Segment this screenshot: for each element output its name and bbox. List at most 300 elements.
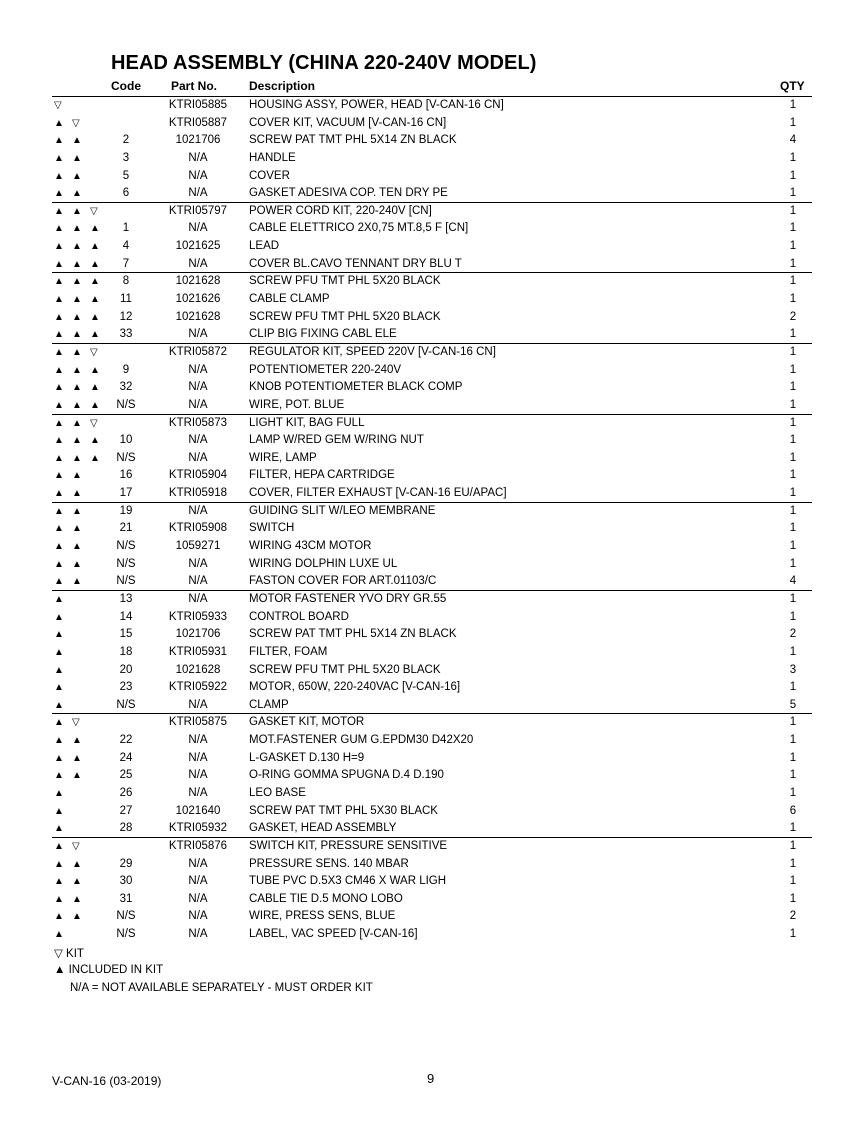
part-description: REGULATOR KIT, SPEED 220V [V-CAN-16 CN] xyxy=(249,345,496,358)
part-code: 5 xyxy=(122,169,130,182)
table-row xyxy=(52,432,812,450)
kit-level-marker: ▲ xyxy=(72,188,82,200)
part-code: 19 xyxy=(119,504,133,517)
part-qty: 2 xyxy=(789,628,797,641)
kit-level-marker: ▲ xyxy=(90,435,100,447)
part-qty: 1 xyxy=(789,751,797,764)
part-description: TUBE PVC D.5X3 CM46 X WAR LIGH xyxy=(249,875,447,888)
part-description: GASKET ADESIVA COP. TEN DRY PE xyxy=(249,187,448,200)
part-number: KTRI05872 xyxy=(168,345,228,358)
table-row xyxy=(52,785,812,803)
part-qty: 4 xyxy=(789,575,797,588)
kit-level-marker: ▲ xyxy=(54,311,64,323)
part-qty: 1 xyxy=(789,928,797,941)
part-qty: 1 xyxy=(789,451,797,464)
part-description: KNOB POTENTIOMETER BLACK COMP xyxy=(249,381,463,394)
kit-level-marker: ▲ xyxy=(72,452,82,464)
part-number: N/A xyxy=(188,381,208,394)
part-code: 13 xyxy=(119,592,133,605)
part-number: 1021640 xyxy=(175,804,221,817)
table-row xyxy=(52,538,812,556)
part-qty: 3 xyxy=(789,663,797,676)
table-row xyxy=(52,291,812,309)
kit-level-marker: ▽ xyxy=(90,205,98,217)
kit-level-marker: ▲ xyxy=(54,576,64,588)
kit-level-marker: ▲ xyxy=(72,417,82,429)
kit-level-marker: ▲ xyxy=(54,929,64,941)
part-description: CABLE ELETTRICO 2X0,75 MT.8,5 F [CN] xyxy=(249,222,469,235)
part-description: WIRING 43CM MOTOR xyxy=(249,540,372,553)
kit-level-marker: ▲ xyxy=(90,276,100,288)
part-qty: 1 xyxy=(789,592,797,605)
part-number: KTRI05876 xyxy=(168,839,228,852)
kit-level-marker: ▽ xyxy=(90,417,98,429)
part-code: 17 xyxy=(119,487,133,500)
part-code: 6 xyxy=(122,187,130,200)
kit-level-marker: ▲ xyxy=(54,435,64,447)
part-code: N/S xyxy=(116,557,136,570)
kit-level-marker: ▲ xyxy=(72,170,82,182)
part-code: 18 xyxy=(119,645,133,658)
kit-level-marker: ▲ xyxy=(72,752,82,764)
table-row xyxy=(52,450,812,468)
part-description: COVER KIT, VACUUM [V-CAN-16 CN] xyxy=(249,116,447,129)
part-qty: 4 xyxy=(789,134,797,147)
kit-level-marker: ▲ xyxy=(72,258,82,270)
table-row xyxy=(52,820,812,838)
kit-level-marker: ▲ xyxy=(54,188,64,200)
kit-level-marker: ▲ xyxy=(54,152,64,164)
table-row xyxy=(52,467,812,485)
kit-level-marker: ▲ xyxy=(54,399,64,411)
part-description: PRESSURE SENS. 140 MBAR xyxy=(249,857,409,870)
part-number: KTRI05885 xyxy=(168,99,228,111)
kit-level-marker: ▲ xyxy=(90,258,100,270)
table-row xyxy=(52,662,812,680)
part-qty: 1 xyxy=(789,469,797,482)
part-qty: 5 xyxy=(789,698,797,711)
part-number: KTRI05904 xyxy=(168,469,228,482)
part-description: MOT.FASTENER GUM G.EPDM30 D42X20 xyxy=(249,734,474,747)
part-qty: 1 xyxy=(789,487,797,500)
part-number: N/A xyxy=(188,592,208,605)
part-number: N/A xyxy=(188,363,208,376)
header-part-no: Part No. xyxy=(171,79,218,93)
part-qty: 1 xyxy=(789,416,797,429)
part-number: KTRI05918 xyxy=(168,487,228,500)
table-row xyxy=(52,803,812,821)
kit-level-marker: ▲ xyxy=(90,382,100,394)
part-code: N/S xyxy=(116,540,136,553)
part-number: KTRI05887 xyxy=(168,116,228,129)
part-qty: 1 xyxy=(789,822,797,835)
table-row xyxy=(52,397,812,415)
part-code: 21 xyxy=(119,522,133,535)
part-code: N/S xyxy=(116,928,136,941)
part-qty: 1 xyxy=(789,875,797,888)
part-description: MOTOR FASTENER YVO DRY GR.55 xyxy=(249,592,447,605)
part-number: N/A xyxy=(188,734,208,747)
part-description: POTENTIOMETER 220-240V xyxy=(249,363,402,376)
table-row xyxy=(52,609,812,627)
part-description: LEO BASE xyxy=(249,786,306,799)
part-code: 32 xyxy=(119,381,133,394)
part-description: WIRE, PRESS SENS, BLUE xyxy=(249,910,396,923)
table-row xyxy=(52,626,812,644)
kit-level-marker: ▲ xyxy=(54,452,64,464)
table-row xyxy=(52,379,812,397)
part-qty: 1 xyxy=(789,169,797,182)
kit-level-marker: ▲ xyxy=(54,382,64,394)
table-row xyxy=(52,644,812,662)
part-number: 1021628 xyxy=(175,310,221,323)
table-row xyxy=(52,556,812,574)
document-id: V-CAN-16 (03-2019) xyxy=(52,1074,162,1088)
part-description: WIRE, POT. BLUE xyxy=(249,398,345,411)
part-description: SWITCH xyxy=(249,522,295,535)
table-row xyxy=(52,573,812,591)
header-qty: QTY xyxy=(780,79,805,93)
part-number: 1021625 xyxy=(175,240,221,253)
part-qty: 1 xyxy=(789,222,797,235)
part-code: 7 xyxy=(122,257,130,270)
kit-level-marker: ▲ xyxy=(72,329,82,341)
kit-level-marker: ▲ xyxy=(72,346,82,358)
kit-level-marker: ▲ xyxy=(54,770,64,782)
kit-level-marker: ▽ xyxy=(72,717,80,729)
kit-level-marker: ▲ xyxy=(90,311,100,323)
part-description: GASKET KIT, MOTOR xyxy=(249,716,365,729)
kit-level-marker: ▲ xyxy=(72,488,82,500)
part-code: 2 xyxy=(122,134,130,147)
part-qty: 1 xyxy=(789,116,797,129)
part-description: LABEL, VAC SPEED [V-CAN-16] xyxy=(249,928,418,941)
kit-level-marker: ▲ xyxy=(90,399,100,411)
kit-level-marker: ▲ xyxy=(72,399,82,411)
legend-na: N/A = NOT AVAILABLE SEPARATELY - MUST ORDER KIT xyxy=(70,982,373,994)
part-qty: 1 xyxy=(789,769,797,782)
part-number: N/A xyxy=(188,151,208,164)
part-number: N/A xyxy=(188,451,208,464)
part-description: CLIP BIG FIXING CABL ELE xyxy=(249,328,397,341)
part-number: KTRI05873 xyxy=(168,416,228,429)
part-code: 10 xyxy=(119,434,133,447)
part-description: MOTOR, 650W, 220-240VAC [V-CAN-16] xyxy=(249,681,461,694)
part-description: LAMP W/RED GEM W/RING NUT xyxy=(249,434,424,447)
kit-level-marker: ▲ xyxy=(90,364,100,376)
part-description: GUIDING SLIT W/LEO MEMBRANE xyxy=(249,504,436,517)
kit-level-marker: ▲ xyxy=(54,805,64,817)
part-qty: 1 xyxy=(789,363,797,376)
kit-level-marker: ▲ xyxy=(54,646,64,658)
part-number: KTRI05908 xyxy=(168,522,228,535)
kit-level-marker: ▲ xyxy=(72,505,82,517)
table-row xyxy=(52,185,812,203)
part-code: N/S xyxy=(116,575,136,588)
kit-level-marker: ▲ xyxy=(54,611,64,623)
part-number: N/A xyxy=(188,504,208,517)
kit-level-marker: ▲ xyxy=(54,170,64,182)
part-number: 1021626 xyxy=(175,293,221,306)
kit-level-marker: ▲ xyxy=(72,223,82,235)
kit-level-marker: ▲ xyxy=(72,435,82,447)
kit-level-marker: ▲ xyxy=(90,241,100,253)
part-qty: 1 xyxy=(789,381,797,394)
table-row xyxy=(52,115,812,133)
kit-level-marker: ▲ xyxy=(54,205,64,217)
part-number: N/A xyxy=(188,769,208,782)
table-row xyxy=(52,856,812,874)
table-row xyxy=(52,203,812,221)
kit-level-marker: ▲ xyxy=(54,787,64,799)
part-qty: 2 xyxy=(789,910,797,923)
part-qty: 1 xyxy=(789,716,797,729)
part-code: 1 xyxy=(122,222,130,235)
kit-level-marker: ▲ xyxy=(54,488,64,500)
part-code: 12 xyxy=(119,310,133,323)
part-qty: 1 xyxy=(789,557,797,570)
table-row xyxy=(52,591,812,609)
table-row xyxy=(52,891,812,909)
part-number: N/A xyxy=(188,910,208,923)
kit-level-marker: ▲ xyxy=(72,893,82,905)
table-row xyxy=(52,697,812,715)
part-code: 14 xyxy=(119,610,133,623)
kit-level-marker: ▲ xyxy=(54,135,64,147)
part-description: LEAD xyxy=(249,240,280,253)
part-description: L-GASKET D.130 H=9 xyxy=(249,751,365,764)
kit-level-marker: ▲ xyxy=(90,223,100,235)
part-code: 24 xyxy=(119,751,133,764)
kit-level-marker: ▲ xyxy=(54,241,64,253)
part-qty: 6 xyxy=(789,804,797,817)
kit-level-marker: ▲ xyxy=(54,717,64,729)
part-description: HOUSING ASSY, POWER, HEAD [V-CAN-16 CN] xyxy=(249,99,504,111)
kit-level-marker: ▲ xyxy=(72,523,82,535)
part-description: FILTER, HEPA CARTRIDGE xyxy=(249,469,395,482)
part-description: FILTER, FOAM xyxy=(249,645,328,658)
part-code: N/S xyxy=(116,698,136,711)
part-code: 23 xyxy=(119,681,133,694)
part-qty: 1 xyxy=(789,151,797,164)
table-row xyxy=(52,714,812,732)
kit-level-marker: ▲ xyxy=(54,294,64,306)
part-description: HANDLE xyxy=(249,151,296,164)
part-code: 4 xyxy=(122,240,130,253)
kit-level-marker: ▲ xyxy=(54,364,64,376)
legend-kit: ▽ KIT xyxy=(54,948,84,960)
kit-level-marker: ▲ xyxy=(54,117,64,129)
part-qty: 1 xyxy=(789,204,797,217)
table-row xyxy=(52,309,812,327)
kit-level-marker: ▲ xyxy=(72,241,82,253)
kit-level-marker: ▲ xyxy=(54,876,64,888)
part-number: N/A xyxy=(188,434,208,447)
part-description: SCREW PAT TMT PHL 5X14 ZN BLACK xyxy=(249,134,457,147)
part-number: KTRI05797 xyxy=(168,204,228,217)
part-code: N/S xyxy=(116,451,136,464)
kit-level-marker: ▲ xyxy=(72,911,82,923)
part-number: 1059271 xyxy=(175,540,221,553)
kit-level-marker: ▲ xyxy=(72,364,82,376)
kit-level-marker: ▲ xyxy=(72,294,82,306)
part-qty: 1 xyxy=(789,398,797,411)
table-row xyxy=(52,908,812,926)
kit-level-marker: ▽ xyxy=(90,346,98,358)
part-number: N/A xyxy=(188,187,208,200)
part-number: N/A xyxy=(188,222,208,235)
part-code: N/S xyxy=(116,398,136,411)
kit-level-marker: ▲ xyxy=(72,135,82,147)
kit-level-marker: ▲ xyxy=(54,329,64,341)
part-qty: 1 xyxy=(789,839,797,852)
kit-level-marker: ▲ xyxy=(72,152,82,164)
kit-level-marker: ▲ xyxy=(54,664,64,676)
kit-level-marker: ▲ xyxy=(72,558,82,570)
kit-level-marker: ▲ xyxy=(54,558,64,570)
part-number: N/A xyxy=(188,875,208,888)
part-number: N/A xyxy=(188,928,208,941)
kit-level-marker: ▲ xyxy=(72,735,82,747)
part-code: 22 xyxy=(119,734,133,747)
legend-included: ▲ INCLUDED IN KIT xyxy=(54,964,164,976)
part-number: N/A xyxy=(188,698,208,711)
table-row xyxy=(52,873,812,891)
part-code: 11 xyxy=(120,293,132,306)
part-qty: 1 xyxy=(789,892,797,905)
kit-level-marker: ▲ xyxy=(54,523,64,535)
part-code: 15 xyxy=(119,628,133,641)
kit-level-marker: ▲ xyxy=(54,470,64,482)
part-qty: 1 xyxy=(789,786,797,799)
kit-level-marker: ▲ xyxy=(54,911,64,923)
kit-level-marker: ▲ xyxy=(72,541,82,553)
kit-level-marker: ▲ xyxy=(54,735,64,747)
part-number: N/A xyxy=(188,892,208,905)
table-row xyxy=(52,750,812,768)
table-row xyxy=(52,344,812,362)
kit-level-marker: ▲ xyxy=(54,223,64,235)
kit-level-marker: ▲ xyxy=(90,294,100,306)
kit-level-marker: ▲ xyxy=(54,823,64,835)
part-code: 25 xyxy=(119,769,133,782)
kit-level-marker: ▲ xyxy=(90,452,100,464)
part-number: KTRI05931 xyxy=(168,645,228,658)
table-row xyxy=(52,273,812,291)
table-row xyxy=(52,168,812,186)
kit-level-marker: ▲ xyxy=(54,258,64,270)
part-qty: 1 xyxy=(789,99,797,111)
part-description: SWITCH KIT, PRESSURE SENSITIVE xyxy=(249,839,448,852)
part-code: N/S xyxy=(116,910,136,923)
part-number: 1021706 xyxy=(175,628,221,641)
table-row xyxy=(52,220,812,238)
kit-level-marker: ▲ xyxy=(54,593,64,605)
kit-level-marker: ▲ xyxy=(54,276,64,288)
part-description: SCREW PFU TMT PHL 5X20 BLACK xyxy=(249,310,441,323)
part-description: LIGHT KIT, BAG FULL xyxy=(249,416,365,429)
part-number: N/A xyxy=(188,575,208,588)
table-row xyxy=(52,679,812,697)
kit-level-marker: ▽ xyxy=(72,840,80,852)
part-code: 29 xyxy=(119,857,133,870)
page-title: HEAD ASSEMBLY (CHINA 220-240V MODEL) xyxy=(111,52,537,74)
part-qty: 1 xyxy=(789,240,797,253)
part-qty: 1 xyxy=(789,275,797,288)
kit-level-marker: ▲ xyxy=(72,276,82,288)
part-description: CONTROL BOARD xyxy=(249,610,349,623)
kit-level-marker: ▲ xyxy=(72,382,82,394)
kit-level-marker: ▲ xyxy=(72,770,82,782)
kit-level-marker: ▲ xyxy=(54,893,64,905)
kit-level-marker: ▲ xyxy=(54,541,64,553)
table-row xyxy=(52,926,812,944)
part-qty: 1 xyxy=(789,504,797,517)
part-description: WIRING DOLPHIN LUXE UL xyxy=(249,557,398,570)
part-number: N/A xyxy=(188,751,208,764)
part-description: CABLE TIE D.5 MONO LOBO xyxy=(249,892,403,905)
part-number: KTRI05922 xyxy=(168,681,228,694)
part-code: 26 xyxy=(119,786,133,799)
kit-level-marker: ▲ xyxy=(54,752,64,764)
part-description: SCREW PAT TMT PHL 5X14 ZN BLACK xyxy=(249,628,457,641)
kit-level-marker: ▲ xyxy=(54,840,64,852)
part-description: CABLE CLAMP xyxy=(249,293,330,306)
part-code: 30 xyxy=(119,875,133,888)
page-number: 9 xyxy=(427,1071,435,1086)
part-number: 1021628 xyxy=(175,663,221,676)
part-number: N/A xyxy=(188,557,208,570)
part-qty: 1 xyxy=(789,645,797,658)
table-row xyxy=(52,326,812,344)
part-qty: 1 xyxy=(789,293,797,306)
part-qty: 1 xyxy=(789,434,797,447)
table-row xyxy=(52,132,812,150)
table-row xyxy=(52,838,812,856)
part-description: COVER, FILTER EXHAUST [V-CAN-16 EU/APAC] xyxy=(249,487,507,500)
part-number: N/A xyxy=(188,257,208,270)
part-description: SCREW PFU TMT PHL 5X20 BLACK xyxy=(249,275,441,288)
part-qty: 1 xyxy=(789,540,797,553)
part-description: POWER CORD KIT, 220-240V [CN] xyxy=(249,204,432,217)
table-row xyxy=(52,362,812,380)
kit-level-marker: ▲ xyxy=(54,346,64,358)
kit-level-marker: ▲ xyxy=(72,876,82,888)
parts-table xyxy=(52,97,812,944)
table-row xyxy=(52,732,812,750)
part-description: COVER xyxy=(249,169,290,182)
part-description: O-RING GOMMA SPUGNA D.4 D.190 xyxy=(249,769,444,782)
part-qty: 2 xyxy=(789,310,797,323)
table-row xyxy=(52,415,812,433)
part-number: N/A xyxy=(188,328,208,341)
kit-level-marker: ▲ xyxy=(54,682,64,694)
part-qty: 1 xyxy=(789,257,797,270)
table-row xyxy=(52,238,812,256)
kit-level-marker: ▽ xyxy=(54,100,62,111)
part-number: KTRI05933 xyxy=(168,610,228,623)
kit-level-marker: ▲ xyxy=(72,205,82,217)
table-row xyxy=(52,256,812,274)
part-description: SCREW PFU TMT PHL 5X20 BLACK xyxy=(249,663,441,676)
kit-level-marker: ▲ xyxy=(72,311,82,323)
part-number: 1021628 xyxy=(175,275,221,288)
kit-level-marker: ▲ xyxy=(54,417,64,429)
part-qty: 1 xyxy=(789,734,797,747)
part-code: 31 xyxy=(119,892,133,905)
part-qty: 1 xyxy=(789,681,797,694)
part-qty: 1 xyxy=(789,522,797,535)
